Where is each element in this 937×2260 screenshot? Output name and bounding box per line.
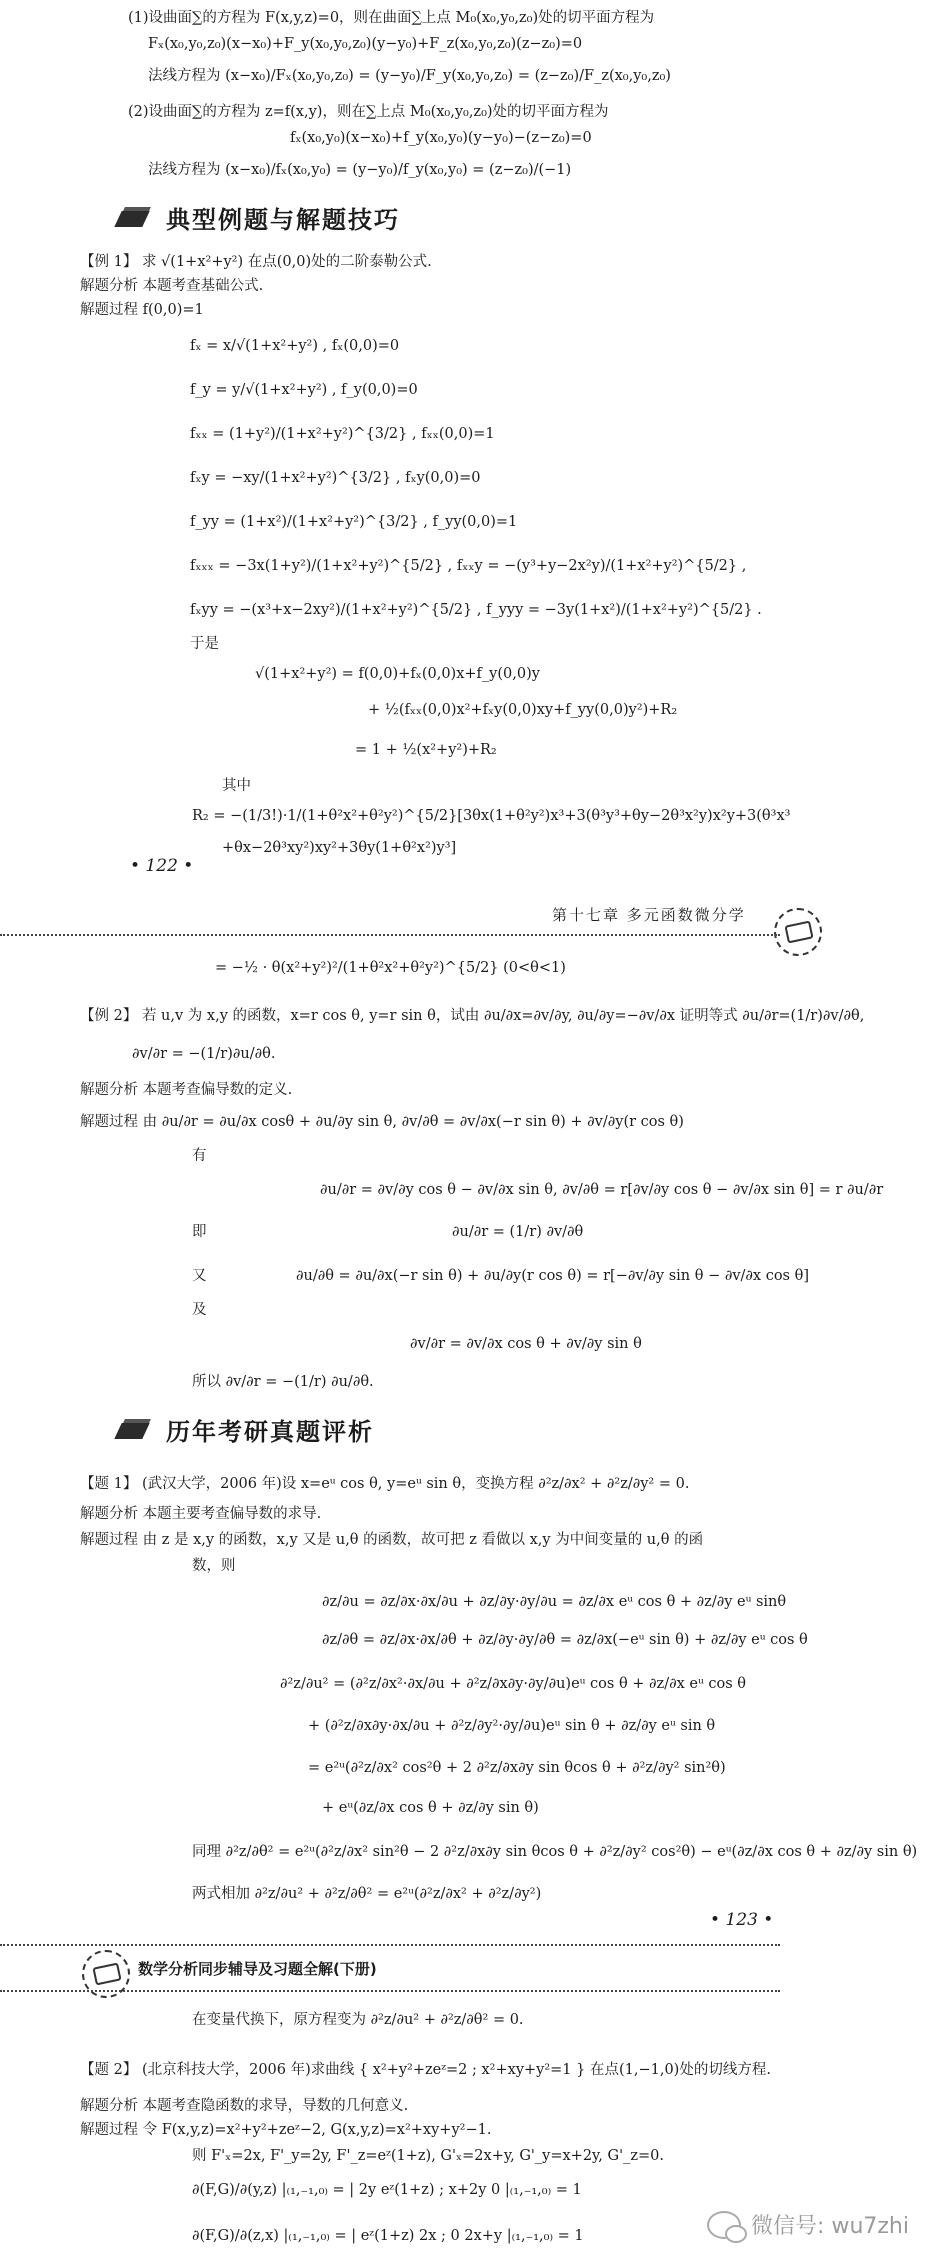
text-line-p2f: 有 — [192, 1148, 207, 1164]
book-icon — [118, 1419, 152, 1441]
text-line-p2e: 解题过程 由 ∂u/∂r = ∂u/∂x cosθ + ∂u/∂y sin θ, ∂v/∂θ = ∂v/∂x(−r sin θ) + ∂v/∂y(r cos θ) — [80, 1114, 684, 1130]
text-line-e13: + ½(fₓₓ(0,0)x²+fₓy(0,0)xy+f_yy(0,0)y²)+R₂ — [368, 702, 678, 718]
text-line-p2a: = −½ · θ(x²+y²)²/(1+θ²x²+θ²y²)^{5/2} (0<θ<1) — [215, 960, 566, 976]
text-line-p2k: ∂u/∂θ = ∂u/∂x(−r sin θ) + ∂u/∂y(r cos θ) = r[−∂v/∂y sin θ − ∂v/∂x cos θ] — [296, 1268, 809, 1284]
book-header: 数学分析同步辅导及习题全解(下册) — [138, 1960, 377, 1978]
text-line-e5: f_y = y/√(1+x²+y²) , f_y(0,0)=0 — [190, 382, 418, 398]
text-line-q3: 解题过程 由 z 是 x,y 的函数，x,y 又是 u,θ 的函数，故可把 z 看做以 x,y 为中间变量的 u,θ 的函 — [80, 1532, 704, 1548]
text-line-e9: fₓₓₓ = −3x(1+y²)/(1+x²+y²)^{5/2} , fₓₓy = −(y³+y−2x²y)/(1+x²+y²)^{5/2} , — [190, 558, 747, 574]
text-line-e2: 解题分析 本题考查基础公式. — [80, 278, 264, 294]
text-line-q1: 【题 1】 (武汉大学，2006 年)设 x=eᵘ cos θ, y=eᵘ sin θ，变换方程 ∂²z/∂x² + ∂²z/∂y² = 0. — [80, 1476, 690, 1492]
text-line-q2: 解题分析 本题主要考查偏导数的求导. — [80, 1506, 322, 1522]
watermark — [707, 2209, 909, 2240]
text-line-p2n: 所以 ∂v/∂r = −(1/r) ∂u/∂θ. — [192, 1374, 374, 1390]
page-number: • 122 • — [130, 856, 194, 876]
text-line-e8: f_yy = (1+x²)/(1+x²+y²)^{3/2} , f_yy(0,0)=1 — [190, 514, 518, 530]
text-line-q6: ∂z/∂θ = ∂z/∂x·∂x/∂θ + ∂z/∂y·∂y/∂θ = ∂z/∂x(−eᵘ sin θ) + ∂z/∂y eᵘ cos θ — [322, 1632, 808, 1648]
text-line-e17: +θx−2θ³xy²)xy²+3θy(1+θ²x²)y³] — [222, 840, 457, 856]
text-line-l2: Fₓ(x₀,y₀,z₀)(x−x₀)+F_y(x₀,y₀,z₀)(y−y₀)+F_z(x₀,y₀,z₀)(z−z₀)=0 — [148, 36, 583, 52]
header-divider — [0, 1990, 780, 1992]
text-line-p2d: 解题分析 本题考查偏导数的定义. — [80, 1082, 293, 1098]
wechat-icon — [707, 2211, 741, 2239]
text-line-q11: 同理 ∂²z/∂θ² = e²ᵘ(∂²z/∂x² sin²θ − 2 ∂²z/∂x∂y sin θcos θ + ∂²z/∂y² cos²θ) − eᵘ(∂z/∂x cos θ + ∂z/∂y sin θ) — [192, 1844, 918, 1860]
text-line-q5: ∂z/∂u = ∂z/∂x·∂x/∂u + ∂z/∂y·∂y/∂u = ∂z/∂x eᵘ cos θ + ∂z/∂y eᵘ sinθ — [322, 1594, 787, 1610]
text-line-r2: 【题 2】 (北京科技大学，2006 年)求曲线 { x²+y²+zeᶻ=2 ; x²+xy+y²=1 } 在点(1,−1,0)处的切线方程. — [80, 2062, 771, 2078]
chapter-header: 第十七章 多元函数微分学 — [552, 906, 746, 924]
text-line-q10: + eᵘ(∂z/∂x cos θ + ∂z/∂y sin θ) — [322, 1800, 539, 1816]
text-line-p2i: ∂u/∂r = (1/r) ∂v/∂θ — [452, 1224, 584, 1240]
text-line-e4: fₓ = x/√(1+x²+y²) , fₓ(0,0)=0 — [190, 338, 400, 354]
page-number: • 123 • — [710, 1910, 774, 1930]
text-line-e1: 【例 1】 求 √(1+x²+y²) 在点(0,0)处的二阶泰勒公式. — [80, 254, 432, 270]
text-line-q7: ∂²z/∂u² = (∂²z/∂x²·∂x/∂u + ∂²z/∂x∂y·∂y/∂u)eᵘ cos θ + ∂z/∂x eᵘ cos θ — [280, 1676, 746, 1692]
text-line-l5: fₓ(x₀,y₀)(x−x₀)+f_y(x₀,y₀)(y−y₀)−(z−z₀)=0 — [290, 130, 592, 146]
text-line-r5: 则 F'ₓ=2x, F'_y=2y, F'_z=eᶻ(1+z), G'ₓ=2x+y, G'_y=x+2y, G'_z=0. — [192, 2148, 664, 2164]
book-icon — [118, 207, 152, 229]
text-line-l4: (2)设曲面∑的方程为 z=f(x,y)，则在∑上点 M₀(x₀,y₀,z₀)处的切平面方程为 — [128, 104, 609, 120]
text-line-e3: 解题过程 f(0,0)=1 — [80, 302, 204, 318]
text-line-e16: R₂ = −(1/3!)·1/(1+θ²x²+θ²y²)^{5/2}[3θx(1+θ²y²)x³+3(θ³y³+θy−2θ³x²y)x²y+3(θ³x³ — [192, 808, 791, 824]
text-line-e10: fₓyy = −(x³+x−2xy²)/(1+x²+y²)^{5/2} , f_yyy = −3y(1+x²)/(1+x²+y²)^{5/2} . — [190, 602, 762, 618]
watermark-text: 微信号: wu7zhi — [751, 2214, 909, 2239]
text-line-q9: = e²ᵘ(∂²z/∂x² cos²θ + 2 ∂²z/∂x∂y sin θcos θ + ∂²z/∂y² sin²θ) — [308, 1760, 726, 1776]
text-line-p2m: ∂v/∂r = ∂v/∂x cos θ + ∂v/∂y sin θ — [410, 1336, 642, 1352]
text-line-p2c: ∂v/∂r = −(1/r)∂u/∂θ. — [132, 1046, 276, 1062]
text-line-e11: 于是 — [190, 636, 219, 652]
text-line-p2j: 又 — [192, 1268, 207, 1284]
text-line-e6: fₓₓ = (1+y²)/(1+x²+y²)^{3/2} , fₓₓ(0,0)=1 — [190, 426, 495, 442]
text-line-l6: 法线方程为 (x−x₀)/fₓ(x₀,y₀) = (y−y₀)/f_y(x₀,y₀) = (z−z₀)/(−1) — [148, 162, 572, 178]
text-line-r6: ∂(F,G)/∂(y,z) |₍₁,₋₁,₀₎ = | 2y eᶻ(1+z) ; x+2y 0 |₍₁,₋₁,₀₎ = 1 — [192, 2182, 582, 2198]
text-line-q12: 两式相加 ∂²z/∂u² + ∂²z/∂θ² = e²ᵘ(∂²z/∂x² + ∂²z/∂y²) — [192, 1886, 542, 1902]
text-line-e14: = 1 + ½(x²+y²)+R₂ — [355, 742, 497, 758]
header-divider — [0, 934, 780, 936]
text-line-p2g: ∂u/∂r = ∂v/∂y cos θ − ∂v/∂x sin θ, ∂v/∂θ = r[∂v/∂y cos θ − ∂v/∂x sin θ] = r ∂u/∂r — [320, 1182, 884, 1198]
text-line-p2b: 【例 2】 若 u,v 为 x,y 的函数，x=r cos θ, y=r sin θ，试由 ∂u/∂x=∂v/∂y, ∂u/∂y=−∂v/∂x 证明等式 ∂u/∂r=(1/r)∂v/∂θ, — [80, 1008, 865, 1024]
section-heading-past-exams — [118, 1412, 374, 1447]
text-line-r3: 解题分析 本题考查隐函数的求导，导数的几何意义. — [80, 2098, 409, 2114]
header-divider — [0, 1944, 780, 1946]
text-line-p2h: 即 — [192, 1224, 207, 1240]
text-line-r1: 在变量代换下，原方程变为 ∂²z/∂u² + ∂²z/∂θ² = 0. — [192, 2012, 524, 2028]
text-line-l1: (1)设曲面∑的方程为 F(x,y,z)=0，则在曲面∑上点 M₀(x₀,y₀,z₀)处的切平面方程为 — [128, 10, 655, 26]
chapter-badge-icon — [774, 908, 822, 956]
text-line-r4: 解题过程 令 F(x,y,z)=x²+y²+zeᶻ−2, G(x,y,z)=x²+xy+y²−1. — [80, 2122, 492, 2138]
text-line-r7: ∂(F,G)/∂(z,x) |₍₁,₋₁,₀₎ = | eᶻ(1+z) 2x ; 0 2x+y |₍₁,₋₁,₀₎ = 1 — [192, 2228, 584, 2244]
text-line-e7: fₓy = −xy/(1+x²+y²)^{3/2} , fₓy(0,0)=0 — [190, 470, 481, 486]
text-line-p2l: 及 — [192, 1302, 207, 1318]
text-line-q4: 数，则 — [192, 1558, 236, 1574]
section-title: 历年考研真题评析 — [166, 1418, 374, 1446]
text-line-q8: + (∂²z/∂x∂y·∂x/∂u + ∂²z/∂y²·∂y/∂u)eᵘ sin θ + ∂z/∂y eᵘ sin θ — [308, 1718, 716, 1734]
section-title: 典型例题与解题技巧 — [166, 206, 400, 234]
text-line-e12: √(1+x²+y²) = f(0,0)+fₓ(0,0)x+f_y(0,0)y — [255, 666, 540, 682]
text-line-e15: 其中 — [222, 778, 251, 794]
section-heading-typical-examples — [118, 200, 400, 235]
text-line-l3: 法线方程为 (x−x₀)/Fₓ(x₀,y₀,z₀) = (y−y₀)/F_y(x₀,y₀,z₀) = (z−z₀)/F_z(x₀,y₀,z₀) — [148, 68, 671, 84]
